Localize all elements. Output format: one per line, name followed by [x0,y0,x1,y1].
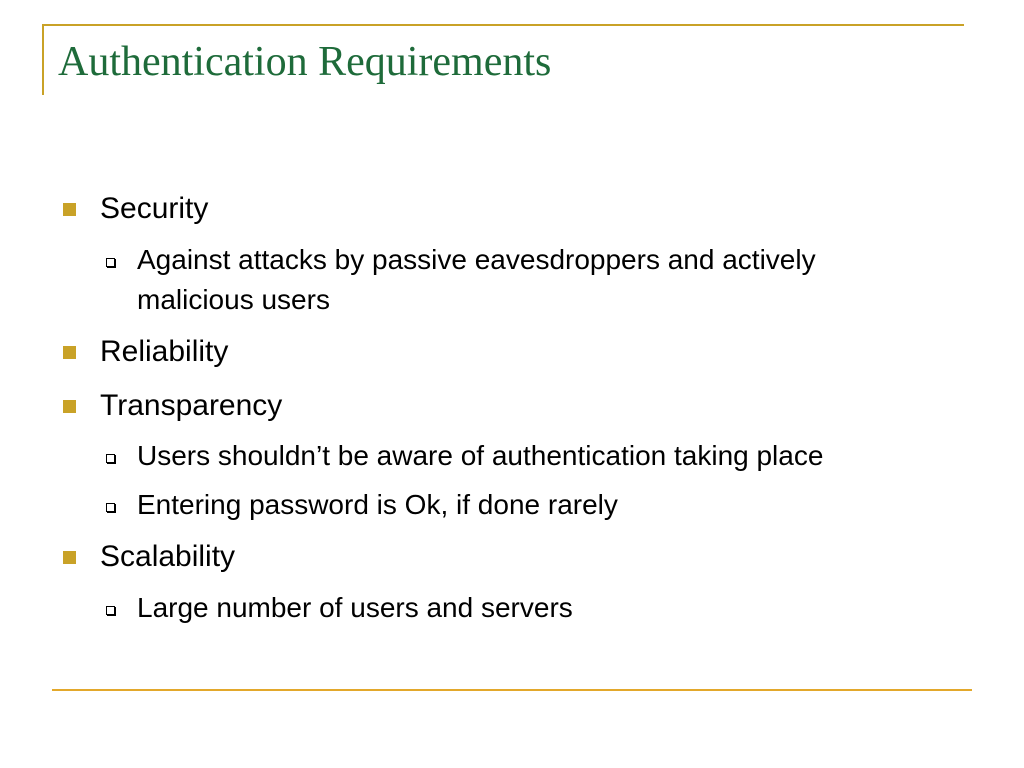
sub-bullet-large-number: Large number of users and servers [137,592,573,623]
footer-rule [52,689,972,691]
bullet-reliability: Reliability [100,335,229,368]
sub-bullet-attacks-line1: Against attacks by passive eavesdroppers and actively [137,244,816,275]
hollow-square-bullet-icon [106,454,115,463]
sub-bullet-attacks-line2: malicious users [137,284,330,315]
filled-square-bullet-icon [63,203,76,216]
filled-square-bullet-icon [63,346,76,359]
filled-square-bullet-icon [63,400,76,413]
bullet-security: Security [100,192,209,225]
sub-bullet-password-ok: Entering password is Ok, if done rarely [137,489,618,520]
bullet-scalability: Scalability [100,540,236,573]
title-left-rule [42,25,44,95]
hollow-square-bullet-icon [106,258,115,267]
sub-bullet-users-unaware: Users shouldn’t be aware of authentication taking place [137,440,824,471]
bullet-transparency: Transparency [100,389,283,422]
hollow-square-bullet-icon [106,606,115,615]
title-top-rule [42,24,964,26]
filled-square-bullet-icon [63,551,76,564]
slide-title: Authentication Requirements [58,39,552,85]
hollow-square-bullet-icon [106,503,115,512]
